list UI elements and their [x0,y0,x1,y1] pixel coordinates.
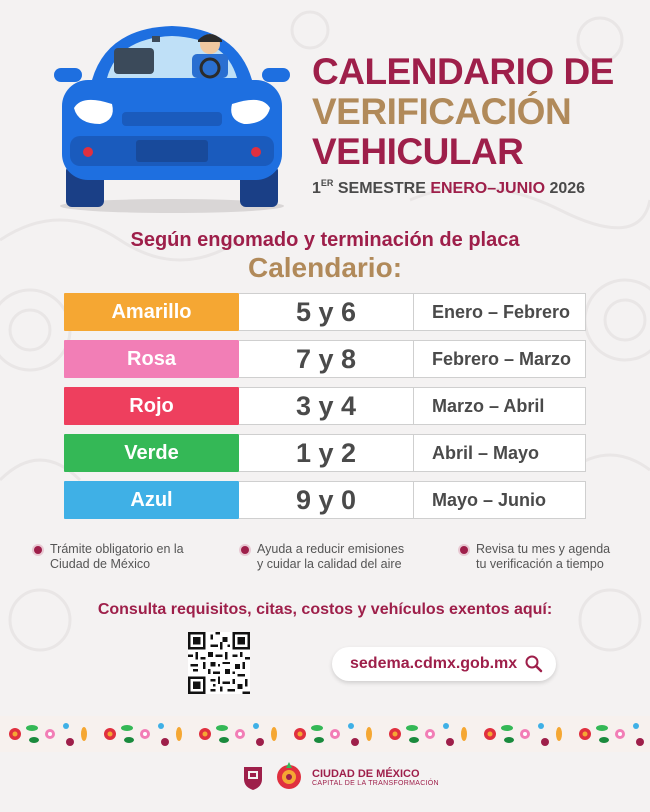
plate-digits-cell: 3 y 4 [239,387,414,425]
calendar-title: Calendario: [247,252,403,283]
title-block [312,52,642,198]
table-row [64,293,586,331]
sticker-color-cell: Azul [64,481,239,519]
qr-code[interactable] [188,632,250,694]
months-cell: Enero – Febrero [414,293,586,331]
table-row [64,340,586,378]
months-cell: Mayo – Junio [414,481,586,519]
bullet-dot-icon [34,546,42,554]
title-line-3: VEHICULAR [312,131,524,172]
floral-border [0,716,650,752]
sticker-color-cell: Amarillo [64,293,239,331]
months-cell: Marzo – Abril [414,387,586,425]
sticker-color-cell: Verde [64,434,239,472]
months-cell: Abril – Mayo [414,434,586,472]
bullet-dot-icon [241,546,249,554]
bullet-emissions: Ayuda a reducir emisiones y cuidar la calidad del aire [241,542,404,572]
sticker-color-cell: Rosa [64,340,239,378]
subtitle: Según engomado y terminación de placa [130,229,520,251]
sticker-color-cell: Rojo [64,387,239,425]
title-line-1: CALENDARIO DE [312,51,614,92]
table-row [64,434,586,472]
city-emblem-icon [274,760,304,794]
search-icon[interactable] [524,654,544,674]
title-line-2: VERIFICACIÓN [312,91,572,132]
website-search-pill[interactable] [332,647,556,681]
website-url[interactable]: sedema.cdmx.gob.mx [350,655,518,672]
car-illustration [52,20,292,215]
table-row [64,481,586,519]
consulta-text: Consulta requisitos, citas, costos y vehículos exentos aquí: [97,601,553,618]
plate-digits-cell: 7 y 8 [239,340,414,378]
coat-of-arms-icon [242,763,264,791]
bullet-dot-icon [460,546,468,554]
city-logo-text: CIUDAD DE MÉXICO CAPITAL DE LA TRANSFORMACIÓN [312,767,439,787]
bullet-mandatory: Trámite obligatorio en la Ciudad de México [34,542,184,572]
plate-digits-cell: 5 y 6 [239,293,414,331]
footer-logos [242,760,439,794]
plate-digits-cell: 1 y 2 [239,434,414,472]
table-row [64,387,586,425]
plate-digits-cell: 9 y 0 [239,481,414,519]
bullet-schedule: Revisa tu mes y agenda tu verificación a tiempo [460,542,610,572]
semester-label: 1ER SEMESTRE ENERO–JUNIO 2026 [312,178,586,197]
months-cell: Febrero – Marzo [414,340,586,378]
calendar-table [64,293,586,528]
